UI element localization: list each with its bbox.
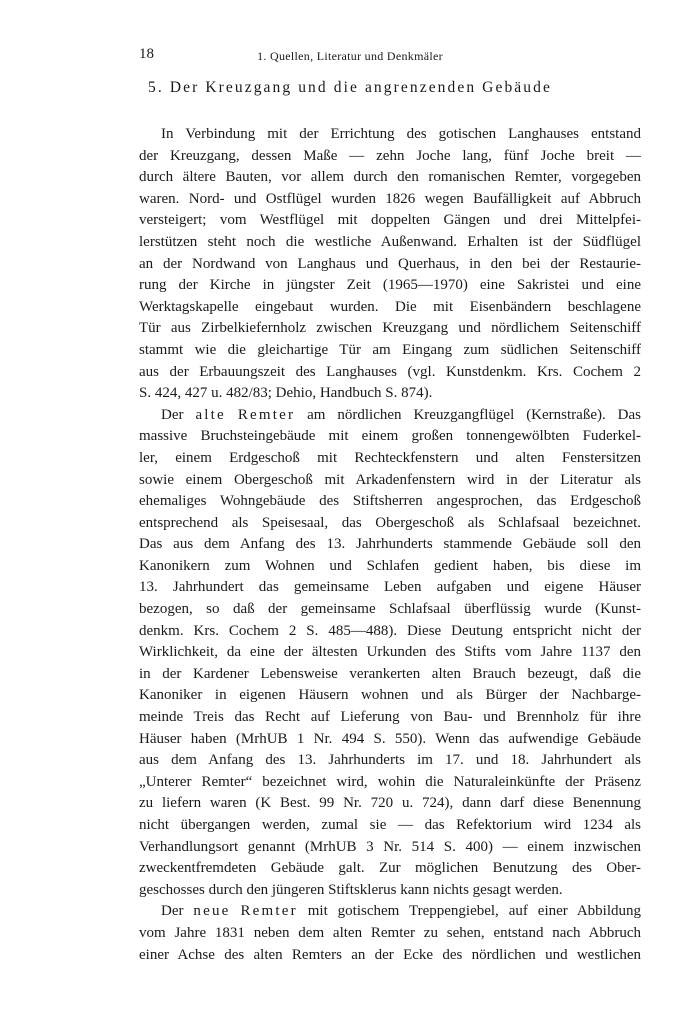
text-line: meinde Treis das Recht auf Lieferung von Bau- und Brennholz für ihre (139, 709, 641, 726)
spaced-term: Remter (237, 406, 296, 423)
text-line: bezogen, so daß der gemeinsame Schlafsaal überflüssig wurde (Kunst- (139, 601, 641, 618)
text-line: ler, einem Erdgeschoß mit Rechteckfenstern und alten Fenstersitzen (139, 449, 641, 466)
text-line: Verhandlungsort genannt (MrhUB 3 Nr. 514 S. 400) — einem inzwischen (139, 838, 641, 855)
text-line: In Verbindung mit der Errichtung des gotischen Langhauses entstand (161, 126, 641, 142)
text-line: entsprechend als Speisesaal, das Obergeschoß als Schlafsaal bezeichnet. (139, 514, 641, 531)
text-line: zu liefern waren (K Best. 99 Nr. 720 u. 724), dann darf diese Benennung (139, 795, 641, 812)
text-line: 13. Jahrhundert das gemeinsame Leben aufgaben und eigene Häuser (139, 579, 641, 596)
body-text (139, 124, 641, 966)
paragraph-3 (139, 901, 641, 966)
text-line: „Unterer Remter“ bezeichnet wird, wohin die Naturaleinkünfte der Präsenz (139, 773, 641, 790)
spaced-term: alte (195, 406, 226, 423)
text-line: Das aus dem Anfang des 13. Jahrhunderts stammende Gebäude soll den (139, 536, 641, 553)
text-line (139, 901, 641, 923)
text-line: aus dem Anfang des 13. Jahrhunderts im 17. und 18. Jahrhundert als (139, 752, 641, 769)
text-line: in der Kardener Lebensweise verankerten alten Brauch bezeugt, daß die (139, 665, 641, 682)
text-line: ehemaliges Wohngebäude des Stiftsherren angesprochen, das Erdgeschoß (139, 493, 641, 510)
text-line: S. 424, 427 u. 482/83; Dehio, Handbuch S. 874). (139, 385, 433, 402)
text-line: vom Jahre 1831 neben dem alten Remter zu sehen, entstand nach Abbruch (139, 924, 641, 941)
text-line: massive Bruchsteingebäude mit einem großen tonnengewölbten Fuderkel- (139, 428, 641, 445)
text-line: einer Achse des alten Remters an der Ecke des nördlichen und westlichen (139, 946, 641, 963)
text-run: mit gotischem Treppengiebel, auf einer Abbildung (307, 903, 642, 920)
text-line: Häuser haben (MrhUB 1 Nr. 494 S. 550). Wenn das aufwendige Gebäude (139, 730, 641, 747)
spaced-term: neue (193, 903, 231, 920)
text-line: der Kreuzgang, dessen Maße — zehn Joche lang, fünf Joche breit — (139, 147, 641, 164)
text-line: Tür aus Zirbelkiefernholz zwischen Kreuzgang und nördlichem Seitenschiff (139, 320, 641, 337)
text-run: am nördlichen Kreuzgangflügel (Kernstraße). Das (307, 406, 641, 423)
text-line: sowie einem Obergeschoß mit Arkadenfenstern wird in der Literatur als (139, 471, 641, 488)
text-line: lerstützen steht noch die westliche Außenwand. Erhalten ist der Südflügel (139, 233, 641, 250)
text-line: waren. Nord- und Ostflügel wurden 1826 wegen Baufälligkeit auf Abbruch (139, 190, 641, 207)
paragraph-2 (139, 405, 641, 902)
section-title: 5. Der Kreuzgang und die angrenzenden Gebäude (148, 79, 552, 96)
text-line: versteigert; vom Westflügel mit doppelten Gängen und drei Mittelpfei- (139, 212, 641, 229)
paragraph-1 (139, 124, 641, 405)
text-line: geschosses durch den jüngeren Stiftsklerus kann nichts gesagt werden. (139, 881, 563, 898)
text-line: stammt wie die gleichartige Tür am Eingang zum südlichen Seitenschiff (139, 341, 641, 358)
text-line: denkm. Krs. Cochem 2 S. 485—488). Diese Deutung entspricht nicht der (139, 622, 641, 639)
text-line: durch ältere Bauten, vor allem durch den romanischen Remter, vorgegeben (139, 169, 641, 186)
running-head: 1. Quellen, Literatur und Denkmäler (257, 49, 443, 63)
text-line: zweckentfremdeten Gebäude galt. Zur möglichen Benutzung des Ober- (139, 860, 641, 877)
text-line: nicht übergangen werden, zumal sie — das Refektorium wird 1234 als (139, 817, 641, 833)
text-line: Kanonikern zum Wohnen und Schlafen gedient haben, bis diese im (139, 557, 641, 574)
text-line: Kanoniker in eigenen Häusern wohnen und als Bürger der Nachbarge- (139, 687, 641, 704)
spaced-term: Remter (240, 903, 298, 920)
text-line: Wirklichkeit, da eine der ältesten Urkunden des Stifts vom Jahre 1137 den (139, 644, 641, 661)
text-line (139, 405, 641, 427)
text-line: an der Nordwand von Langhaus und Querhaus, in den bei der Restaurie- (139, 255, 641, 272)
text-run: Der (161, 406, 184, 423)
text-line: aus der Erbauungszeit des Langhauses (vgl. Kunstdenkm. Krs. Cochem 2 (139, 363, 641, 380)
page-number: 18 (139, 46, 154, 62)
text-line: rung der Kirche in jüngster Zeit (1965—1970) eine Sakristei und eine (139, 277, 641, 294)
text-run: Der (161, 903, 184, 920)
text-line: Werktagskapelle eingebaut wurden. Die mit Eisenbändern beschlagene (139, 298, 641, 315)
